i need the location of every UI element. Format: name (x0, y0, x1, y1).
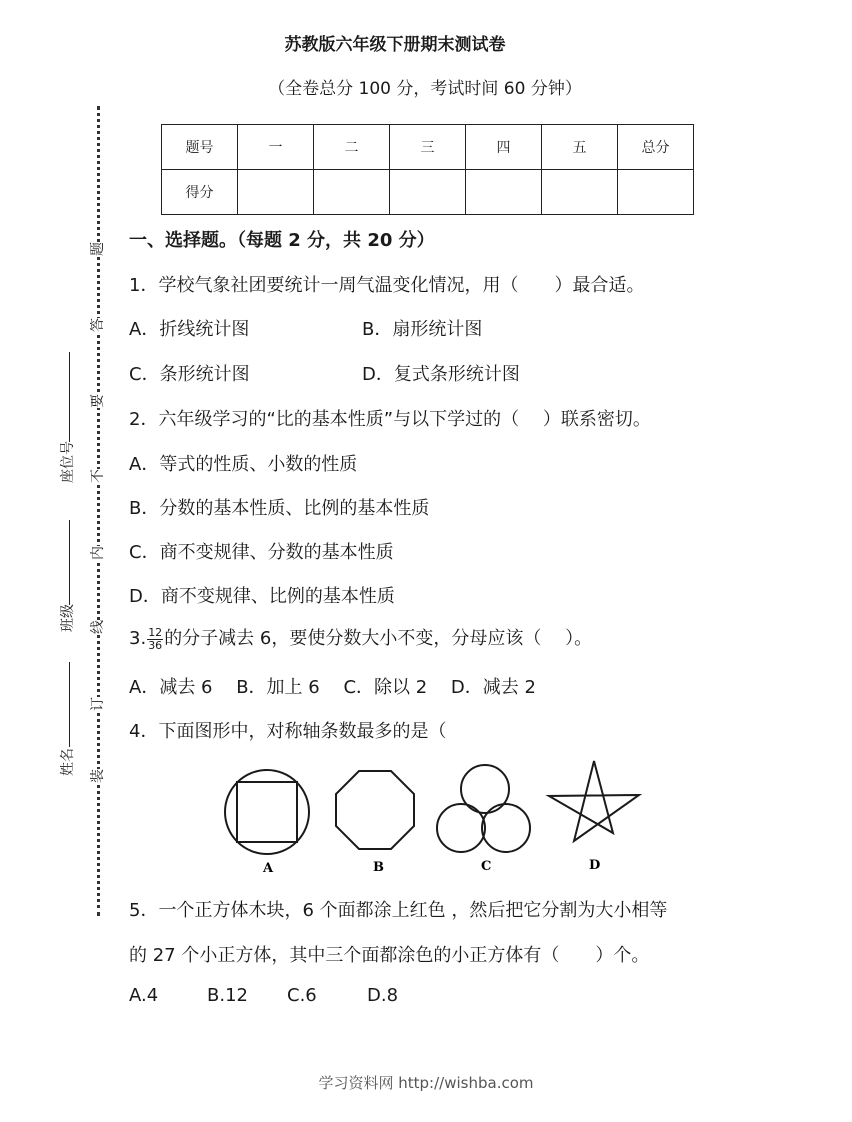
question-1-option-d: D．复式条形统计图 (362, 364, 520, 385)
section-heading: 一、选择题。（每题 2 分，共 20 分） (129, 230, 435, 251)
shape-a-square (237, 782, 297, 842)
score-table-cell: 一 (238, 125, 314, 170)
question-3-options: A．减去 6 B．加上 6 C．除以 2 D．减去 2 (129, 677, 536, 698)
seal-char: 线 (84, 620, 110, 634)
question-5-stem-line-1: 5．一个正方体木块，6 个面都涂上红色 ，然后把它分割为大小相等 (129, 900, 668, 921)
question-1-option-c: C．条形统计图 (129, 364, 250, 385)
question-3-number: 3. (129, 628, 147, 649)
score-cell-blank (238, 170, 314, 215)
question-5-option-d: D.8 (367, 985, 399, 1006)
name-label: 姓名 (60, 748, 76, 776)
score-table-cell: 题号 (162, 125, 238, 170)
exam-info: （全卷总分 100 分，考试时间 60 分钟） (268, 79, 582, 99)
question-5-option-b: B.12 (207, 985, 248, 1006)
score-cell-blank (390, 170, 466, 215)
class-line (69, 520, 70, 605)
seal-char: 订 (84, 697, 110, 711)
score-table-cell: 三 (390, 125, 466, 170)
question-4-figures (215, 755, 655, 880)
fraction (147, 627, 163, 652)
question-2-stem: 2．六年级学习的“比的基本性质”与以下学过的（ ）联系密切。 (129, 409, 651, 430)
question-5-option-a: A.4 (129, 985, 159, 1006)
shape-label-b: B (373, 860, 384, 875)
question-2-option-b: B．分数的基本性质、比例的基本性质 (129, 498, 430, 519)
fraction-numerator: 12 (148, 625, 163, 639)
score-row-label: 得分 (162, 170, 238, 215)
question-1-stem: 1．学校气象社团要统计一周气温变化情况，用（ ）最合适。 (129, 275, 645, 296)
shape-b-octagon (336, 771, 414, 849)
seal-char: 要 (84, 394, 110, 408)
footer-watermark: 学习资料网 http://wishba.com (318, 1074, 534, 1092)
question-2-option-d: D．商不变规律、比例的基本性质 (129, 586, 395, 607)
question-3-text: 的分子减去 6，要使分数大小不变，分母应该（ ）。 (164, 628, 593, 649)
page-title: 苏教版六年级下册期末测试卷 (284, 35, 506, 55)
seat-number-line (69, 352, 70, 442)
question-4-stem: 4．下面图形中，对称轴条数最多的是（ (129, 721, 447, 742)
shape-label-a: A (263, 861, 274, 876)
score-table-cell: 四 (466, 125, 542, 170)
shape-label-c: C (481, 859, 492, 874)
seal-char: 不 (84, 469, 110, 483)
score-table-cell: 五 (542, 125, 618, 170)
score-table (161, 124, 694, 215)
seal-char: 题 (84, 242, 110, 256)
shape-d-star (549, 761, 639, 841)
fraction-denominator: 36 (148, 638, 163, 652)
score-cell-blank (542, 170, 618, 215)
score-table-cell: 二 (314, 125, 390, 170)
class-label: 班级 (60, 604, 76, 632)
shape-c-circle-left (437, 804, 485, 852)
question-3-stem (129, 624, 592, 652)
binding-dotted-line (97, 106, 100, 916)
shape-label-d: D (589, 858, 601, 873)
score-table-header-row (162, 125, 694, 170)
seal-char: 答 (84, 318, 110, 332)
question-1-option-b: B．扇形统计图 (362, 319, 483, 340)
name-line (69, 662, 70, 747)
score-table-cell: 总分 (618, 125, 694, 170)
seal-char: 装 (84, 769, 110, 783)
score-table-score-row (162, 170, 694, 215)
question-5-stem-line-2: 的 27 个小正方体，其中三个面都涂色的小正方体有（ ）个。 (129, 945, 650, 966)
seat-number-label: 座位号 (60, 441, 76, 483)
seal-char: 内 (84, 546, 110, 560)
question-2-option-c: C．商不变规律、分数的基本性质 (129, 542, 394, 563)
question-5-option-c: C.6 (287, 985, 317, 1006)
score-cell-blank (466, 170, 542, 215)
score-cell-blank (618, 170, 694, 215)
question-2-option-a: A．等式的性质、小数的性质 (129, 454, 358, 475)
shape-c-circle-right (482, 804, 530, 852)
score-cell-blank (314, 170, 390, 215)
question-1-option-a: A．折线统计图 (129, 319, 250, 340)
